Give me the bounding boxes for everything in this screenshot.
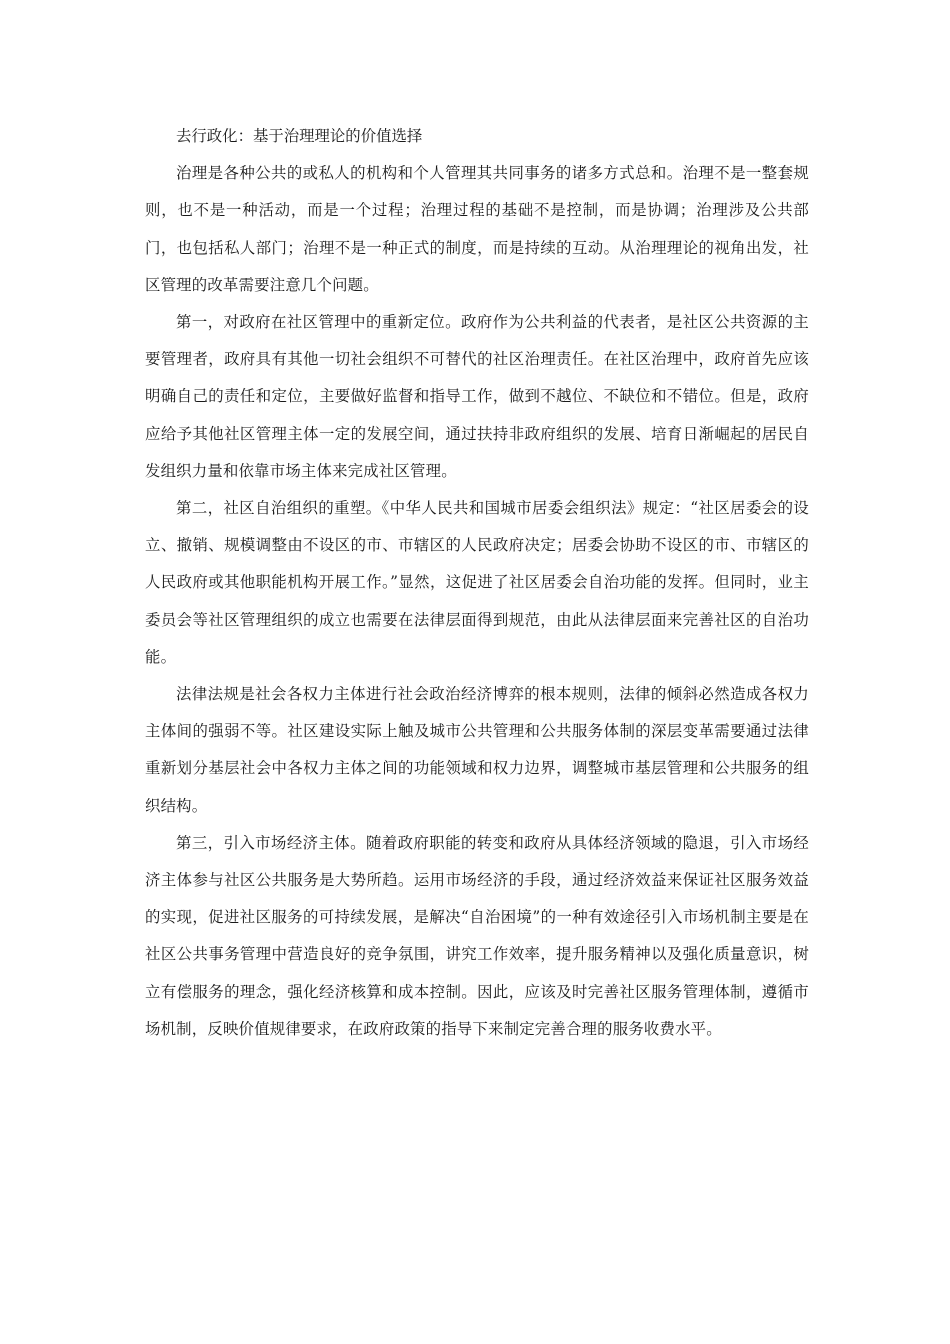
document-page (145, 118, 809, 1048)
paragraph-government-role: 第一，对政府在社区管理中的重新定位。政府作为公共利益的代表者，是社区公共资源的主要管理者，政府具有其他一切社会组织不可替代的社区治理责任。在社区治理中，政府首先应该明确自己的责任和定位，主要做好监督和指导工作，做到不越位、不缺位和不错位。但是，政府应给予其他社区管理主体一定的发展空间，通过扶持非政府组织的发展、培育日渐崛起的居民自发组织力量和依靠市场主体来完成社区管理。 (145, 313, 809, 480)
paragraph-governance-definition: 治理是各种公共的或私人的机构和个人管理其共同事务的诸多方式总和。治理不是一整套规则，也不是一种活动，而是一个过程；治理过程的基础不是控制，而是协调；治理涉及公共部门，也包括私人部门；治理不是一种正式的制度，而是持续的互动。从治理理论的视角出发，社区管理的改革需要注意几个问题。 (145, 164, 809, 294)
paragraph-legal-framework: 法律法规是社会各权力主体进行社会政治经济博弈的根本规则，法律的倾斜必然造成各权力主体间的强弱不等。社区建设实际上触及城市公共管理和公共服务体制的深层变革需要通过法律重新划分基层社会中各权力主体之间的功能领域和权力边界，调整城市基层管理和公共服务的组织结构。 (145, 685, 809, 815)
section-heading: 去行政化：基于治理理论的价值选择 (176, 127, 423, 145)
paragraph-self-governance: 第二，社区自治组织的重塑。《中华人民共和国城市居委会组织法》规定：“社区居委会的设立、撤销、规模调整由不设区的市、市辖区的人民政府决定；居委会协助不设区的市、市辖区的人民政府或其他职能机构开展工作。”显然，这促进了社区居委会自治功能的发挥。但同时，业主委员会等社区管理组织的成立也需要在法律层面得到规范，由此从法律层面来完善社区的自治功能。 (145, 499, 809, 666)
paragraph-market-entities: 第三，引入市场经济主体。随着政府职能的转变和政府从具体经济领域的隐退，引入市场经济主体参与社区公共服务是大势所趋。运用市场经济的手段，通过经济效益来保证社区服务效益的实现，促进社区服务的可持续发展，是解决“自治困境”的一种有效途径引入市场机制主要是在社区公共事务管理中营造良好的竞争氛围，讲究工作效率，提升服务精神以及强化质量意识，树立有偿服务的理念，强化经济核算和成本控制。因此，应该及时完善社区服务管理体制，遵循市场机制，反映价值规律要求，在政府政策的指导下来制定完善合理的服务收费水平。 (145, 833, 809, 1038)
